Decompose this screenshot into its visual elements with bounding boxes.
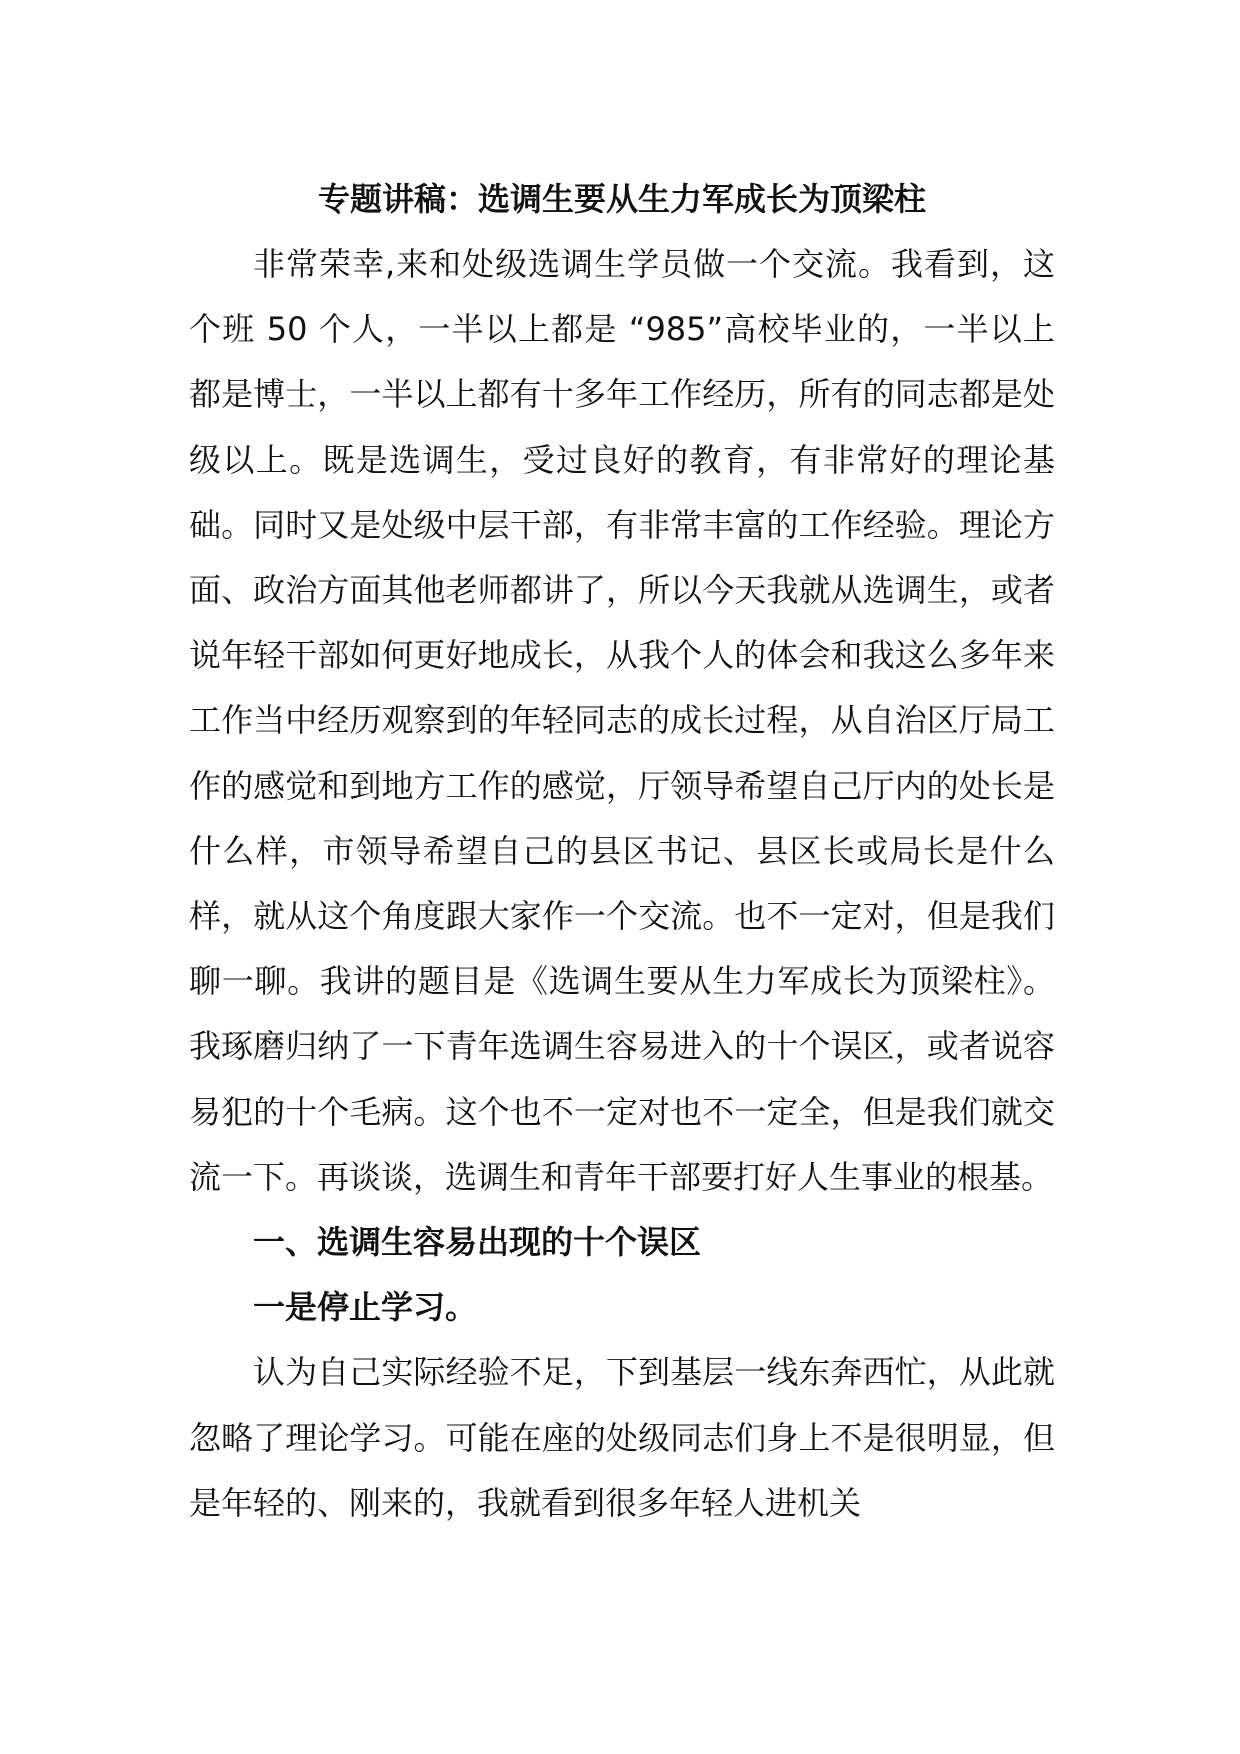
- section-paragraph: 认为自己实际经验不足，下到基层一线东奔西忙，从此就忽略了理论学习。可能在座的处级同志们身上不是很明显，但是年轻的、刚来的，我就看到很多年轻人进机关: [189, 1353, 1055, 1522]
- document-body: [189, 166, 1055, 1536]
- document-title: 专题讲稿：选调生要从生力军成长为顶梁柱: [317, 180, 926, 218]
- subsection-heading: 一是停止学习。: [253, 1288, 478, 1327]
- section-heading: 一、选调生容易出现的十个误区: [253, 1223, 702, 1262]
- intro-paragraph: 非常荣幸,来和处级选调生学员做一个交流。我看到，这个班 50 个人，一半以上都是 “985”高校毕业的，一半以上都是博士，一半以上都有十多年工作经历，所有的同志都是处级以上。既是选调生，受过良好的教育，有非常好的理论基础。同时又是处级中层干部，有非常丰富的工作经验。理论方面、政治方面其他老师都讲了，所以今天我就从选调生，或者说年轻干部如何更好地成长，从我个人的体会和我这么多年来工作当中经历观察到的年轻同志的成长过程，从自治区厅局工作的感觉和到地方工作的感觉，厅领导希望自己厅内的处长是什么样，市领导希望自己的县区书记、县区长或局长是什么样，就从这个角度跟大家作一个交流。也不一定对，但是我们聊一聊。我讲的题目是《选调生要从生力军成长为顶梁柱》。我琢磨归纳了一下青年选调生容易进入的十个误区，或者说容易犯的十个毛病。这个也不一定对也不一定全，但是我们就交流一下。再谈谈，选调生和青年干部要打好人生事业的根基。: [189, 245, 1055, 1196]
